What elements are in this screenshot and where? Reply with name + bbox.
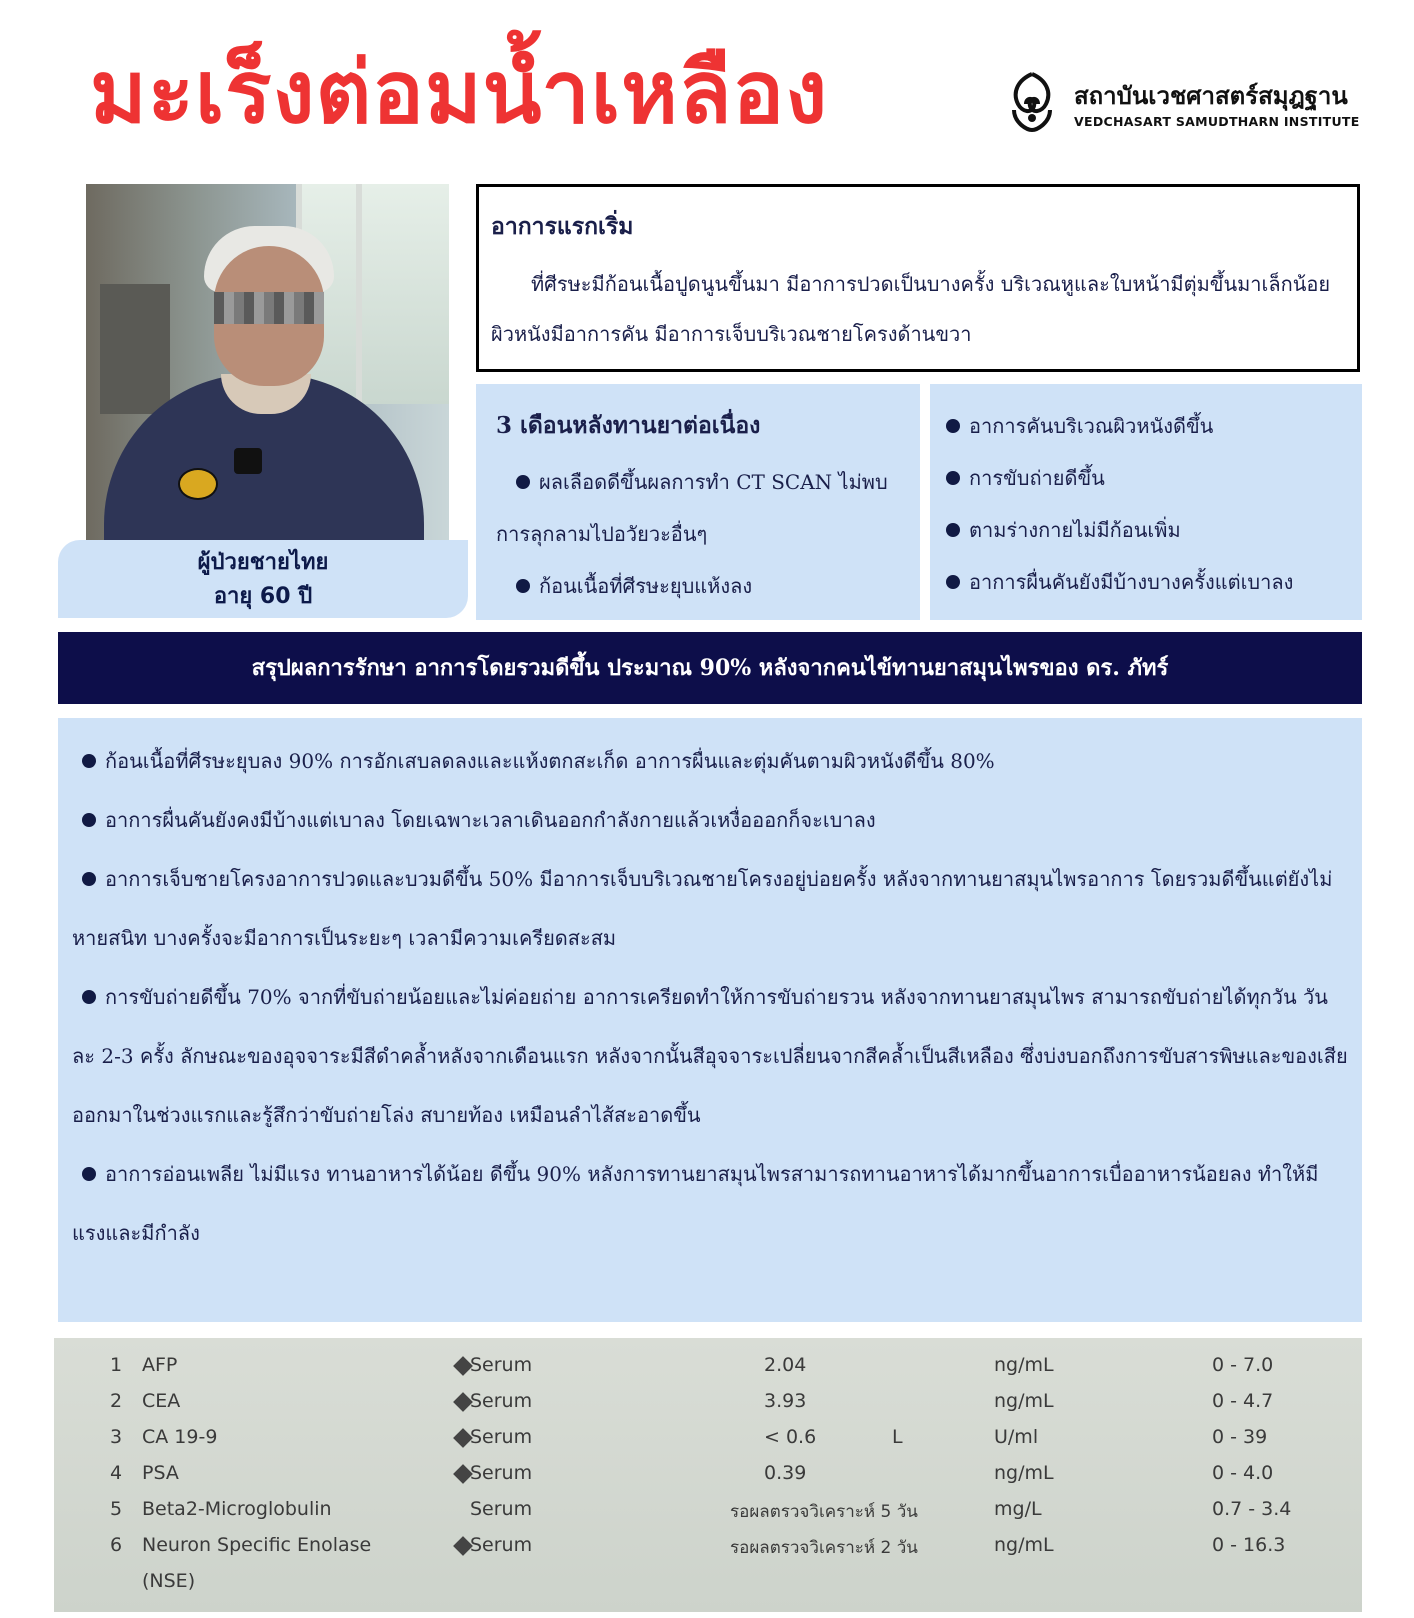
bullet-icon [82,872,96,886]
table-row: 1 AFP Serum 2.04 ng/mL 0 - 7.0 [110,1354,1274,1376]
list-item: อาการผื่นคันยังคงมีบ้างแต่เบาลง โดยเฉพาะเวลาเดินออกกำลังกายแล้วเหงื่อออกก็จะเบาลง [72,791,1348,850]
table-row: 6 Neuron Specific Enolase Serum รอผลตรวจวิเคราะห์ 2 วัน ng/mL 0 - 16.3 [110,1534,1286,1558]
three-month-list [496,456,906,612]
treatment-results-box [58,718,1362,1322]
bullet-icon [516,475,530,489]
initial-symptoms-title: อาการแรกเริ่ม [491,213,634,240]
list-item: อาการผื่นคันยังมีบ้างบางครั้งแต่เบาลง [946,556,1362,608]
bullet-icon [946,419,960,433]
shirt-emblem-icon [178,468,218,500]
patient-description: ผู้ป่วยชายไทย [197,550,329,575]
list-item: อาการเจ็บชายโครงอาการปวดและบวมดีขึ้น 50% มีอาการเจ็บบริเวณชายโครงอยู่บ่อยครั้ง หลังจากทานยาสมุนไพรอาการ โดยรวมดีขึ้นแต่ยังไม่หายสนิท บางครั้งจะมีอาการเป็นระยะๆ เวลามีความเครียดสะสม [72,867,1333,950]
three-month-title: 3 เดือนหลังทานยาต่อเนื่อง [496,412,761,439]
list-item: อาการคันบริเวณผิวหนังดีขึ้น [946,400,1362,452]
table-row: 2 CEA Serum 3.93 ng/mL 0 - 4.7 [110,1390,1274,1412]
logo-english-name: VEDCHASART SAMUDTHARN INSTITUTE [1074,114,1360,129]
table-row: 4 PSA Serum 0.39 ng/mL 0 - 4.0 [110,1462,1274,1484]
list-item: ก้อนเนื้อที่ศีรษะยุบลง 90% การอักเสบลดลงและแห้งตกสะเก็ด อาการผื่นและตุ่มคันตามผิวหนังดีขึ้น 80% [72,732,1348,791]
bullet-icon [516,579,530,593]
list-item: ก้อนเนื้อที่ศีรษะยุบแห้งลง [496,560,906,612]
logo-mark-icon [1004,70,1060,134]
logo-thai-name: สถาบันเวชศาสตร์สมุฎฐาน [1074,82,1348,110]
bullet-icon [82,990,96,1004]
list-item: ตามร่างกายไม่มีก้อนเพิ่ม [946,504,1362,556]
initial-symptoms-text: ที่ศีรษะมีก้อนเนื้อปูดนูนขึ้นมา มีอาการปวดเป็นบางครั้ง บริเวณหูและใบหน้ามีตุ่มขึ้นมาเล็กน้อย ผิวหนังมีอาการคัน มีอาการเจ็บบริเวณชายโครงด้านขวา [491,272,1331,346]
institute-logo [1004,70,1374,140]
lab-results-photo [54,1338,1362,1612]
bullet-icon [82,1167,96,1181]
list-item: การขับถ่ายดีขึ้น 70% จากที่ขับถ่ายน้อยและไม่ค่อยถ่าย อาการเครียดทำให้การขับถ่ายรวน หลังจากทานยาสมุนไพร สามารถขับถ่ายได้ทุกวัน วันละ 2-3 ครั้ง ลักษณะของอุจจาระมีสีดำคล้ำหลังจากเดือนแรก หลังจากนั้นสีอุจจาระเปลี่ยนจากสีคล้ำเป็นสีเหลือง ซึ่งบ่งบอกถึงการขับสารพิษและของเสียออกมาในช่วงแรกและรู้สึกว่าขับถ่ายโล่ง สบายท้อง เหมือนลำไส้สะอาดขึ้น [72,985,1348,1127]
table-row: (NSE) [142,1570,196,1592]
list-item: การขับถ่ายดีขึ้น [946,452,1362,504]
patient-photo [86,184,449,540]
bullet-icon [946,471,960,485]
patient-label [58,540,468,618]
microphone-icon [234,448,262,474]
bullet-icon [82,813,96,827]
table-row: 3 CA 19-9 Serum < 0.6 L U/ml 0 - 39 [110,1426,1268,1448]
three-month-box [476,384,920,620]
table-row: 5 Beta2-Microglobulin Serum รอผลตรวจวิเคราะห์ 5 วัน mg/L 0.7 - 3.4 [110,1498,1292,1522]
bullet-icon [946,523,960,537]
list-item: อาการอ่อนเพลีย ไม่มีแรง ทานอาหารได้น้อย ดีขึ้น 90% หลังการทานยาสมุนไพรสามารถทานอาหารได้มากขึ้นอาการเบื่ออาหารน้อยลง ทำให้มีแรงและมีกำลัง [72,1162,1319,1245]
initial-symptoms-box [476,184,1360,372]
bullet-icon [82,754,96,768]
face-blur [214,292,324,324]
bullet-icon [946,575,960,589]
three-month-box-right [930,384,1362,620]
three-month-list-right [930,384,1362,608]
summary-headline: สรุปผลการรักษา อาการโดยรวมดีขึ้น ประมาณ 90% หลังจากคนไข้ทานยาสมุนไพรของ ดร. ภัทร์ [58,632,1362,704]
list-item: ผลเลือดดีขึ้นผลการทำ CT SCAN ไม่พบการลุกลามไปอวัยวะอื่นๆ [496,470,888,546]
page-title: มะเร็งต่อมน้ำเหลือง [90,43,829,143]
patient-age: อายุ 60 ปี [213,584,313,609]
